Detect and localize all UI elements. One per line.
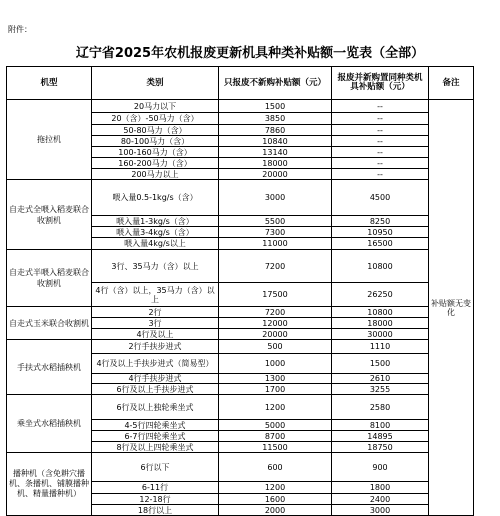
scrap-and-buy-amount-cell: 3000 <box>332 505 429 516</box>
category-cell: 18行以上 <box>92 505 219 516</box>
table-body <box>7 100 474 516</box>
remarks-cell: 补贴额无变化 <box>429 100 474 516</box>
scrap-only-amount-cell: 600 <box>219 453 332 482</box>
scrap-only-amount-cell: 7300 <box>219 227 332 238</box>
scrap-and-buy-amount-cell: -- <box>332 113 429 125</box>
category-cell: 喂入量3-4kg/s（含） <box>92 227 219 238</box>
category-cell: 4行手扶步进式 <box>92 374 219 384</box>
scrap-and-buy-amount-cell: 1800 <box>332 482 429 494</box>
table-header-row <box>7 67 474 100</box>
header-remarks: 备注 <box>429 67 474 100</box>
category-cell: 3行 <box>92 318 219 329</box>
scrap-and-buy-amount-cell: 2580 <box>332 395 429 420</box>
scrap-and-buy-amount-cell: 4500 <box>332 180 429 216</box>
machine-type-cell: 拖拉机 <box>7 100 92 180</box>
machine-type-cell: 自走式玉米联合收割机 <box>7 307 92 340</box>
machine-type-cell: 乘坐式水稻插秧机 <box>7 395 92 453</box>
subsidy-table <box>6 66 474 516</box>
scrap-only-amount-cell: 1700 <box>219 384 332 395</box>
scrap-only-amount-cell: 3000 <box>219 180 332 216</box>
scrap-only-amount-cell: 13140 <box>219 147 332 158</box>
scrap-and-buy-amount-cell: 3255 <box>332 384 429 395</box>
scrap-only-amount-cell: 20000 <box>219 169 332 180</box>
scrap-and-buy-amount-cell: -- <box>332 158 429 169</box>
scrap-and-buy-amount-cell: 10800 <box>332 307 429 318</box>
machine-type-cell: 自走式半喂入稻麦联合收割机 <box>7 250 92 307</box>
table-row <box>7 180 474 216</box>
scrap-only-amount-cell: 8700 <box>219 431 332 442</box>
category-cell: 3行、35马力（含）以上 <box>92 250 219 283</box>
header-category: 类别 <box>92 67 219 100</box>
category-cell: 6-11行 <box>92 482 219 494</box>
scrap-and-buy-amount-cell: 18000 <box>332 318 429 329</box>
table-row <box>7 340 474 354</box>
scrap-only-amount-cell: 7200 <box>219 250 332 283</box>
scrap-and-buy-amount-cell: 2610 <box>332 374 429 384</box>
table-row <box>7 453 474 482</box>
scrap-and-buy-amount-cell: 8250 <box>332 216 429 227</box>
scrap-only-amount-cell: 1300 <box>219 374 332 384</box>
table-row <box>7 307 474 318</box>
header-scrap-only: 只报废不新购补贴额（元） <box>219 67 332 100</box>
table-row <box>7 250 474 283</box>
scrap-only-amount-cell: 1000 <box>219 354 332 374</box>
scrap-only-amount-cell: 11500 <box>219 442 332 453</box>
scrap-and-buy-amount-cell: 1500 <box>332 354 429 374</box>
category-cell: 2行 <box>92 307 219 318</box>
header-scrap-and-buy: 报废并新购置同种类机具补贴额（元） <box>332 67 429 100</box>
scrap-only-amount-cell: 12000 <box>219 318 332 329</box>
scrap-only-amount-cell: 5000 <box>219 420 332 431</box>
scrap-only-amount-cell: 1200 <box>219 482 332 494</box>
category-cell: 4行及以上 <box>92 329 219 340</box>
category-cell: 6行及以上手扶步进式 <box>92 384 219 395</box>
scrap-and-buy-amount-cell: 14895 <box>332 431 429 442</box>
category-cell: 喂入量4kg/s以上 <box>92 238 219 250</box>
machine-type-cell: 播种机（含免耕穴播机、条播机、铺膜播种机、精量播种机） <box>7 453 92 516</box>
scrap-only-amount-cell: 2000 <box>219 505 332 516</box>
category-cell: 20（含）-50马力（含） <box>92 113 219 125</box>
scrap-only-amount-cell: 7200 <box>219 307 332 318</box>
scrap-and-buy-amount-cell: 30000 <box>332 329 429 340</box>
scrap-and-buy-amount-cell: -- <box>332 100 429 113</box>
scrap-and-buy-amount-cell: 8100 <box>332 420 429 431</box>
scrap-and-buy-amount-cell: 10800 <box>332 250 429 283</box>
scrap-only-amount-cell: 20000 <box>219 329 332 340</box>
table-row <box>7 395 474 420</box>
category-cell: 50-80马力（含） <box>92 125 219 136</box>
header-model: 机型 <box>7 67 92 100</box>
category-cell: 80-100马力（含） <box>92 136 219 147</box>
scrap-only-amount-cell: 17500 <box>219 283 332 307</box>
scrap-only-amount-cell: 18000 <box>219 158 332 169</box>
category-cell: 4行及以上手扶步进式（简易型） <box>92 354 219 374</box>
scrap-and-buy-amount-cell: 16500 <box>332 238 429 250</box>
table-row <box>7 100 474 113</box>
scrap-only-amount-cell: 11000 <box>219 238 332 250</box>
scrap-and-buy-amount-cell: -- <box>332 136 429 147</box>
scrap-only-amount-cell: 5500 <box>219 216 332 227</box>
scrap-only-amount-cell: 3850 <box>219 113 332 125</box>
category-cell: 160-200马力（含） <box>92 158 219 169</box>
category-cell: 8行及以上四轮乘坐式 <box>92 442 219 453</box>
category-cell: 2行手扶步进式 <box>92 340 219 354</box>
category-cell: 喂入量0.5-1kg/s（含） <box>92 180 219 216</box>
category-cell: 6行以下 <box>92 453 219 482</box>
category-cell: 喂入量1-3kg/s（含） <box>92 216 219 227</box>
category-cell: 12-18行 <box>92 494 219 505</box>
scrap-and-buy-amount-cell: 10950 <box>332 227 429 238</box>
scrap-and-buy-amount-cell: -- <box>332 169 429 180</box>
attachment-label: 附件： <box>8 25 32 34</box>
scrap-only-amount-cell: 1600 <box>219 494 332 505</box>
machine-type-cell: 自走式全喂入稻麦联合收割机 <box>7 180 92 250</box>
scrap-and-buy-amount-cell: -- <box>332 147 429 158</box>
scrap-and-buy-amount-cell: 900 <box>332 453 429 482</box>
category-cell: 6行及以上独轮乘坐式 <box>92 395 219 420</box>
scrap-only-amount-cell: 1200 <box>219 395 332 420</box>
machine-type-cell: 手扶式水稻插秧机 <box>7 340 92 395</box>
scrap-only-amount-cell: 10840 <box>219 136 332 147</box>
scrap-only-amount-cell: 500 <box>219 340 332 354</box>
scrap-only-amount-cell: 7860 <box>219 125 332 136</box>
category-cell: 4-5行四轮乘坐式 <box>92 420 219 431</box>
scrap-and-buy-amount-cell: -- <box>332 125 429 136</box>
scrap-and-buy-amount-cell: 1110 <box>332 340 429 354</box>
category-cell: 6-7行四轮乘坐式 <box>92 431 219 442</box>
scrap-and-buy-amount-cell: 18750 <box>332 442 429 453</box>
category-cell: 200马力以上 <box>92 169 219 180</box>
category-cell: 100-160马力（含） <box>92 147 219 158</box>
scrap-and-buy-amount-cell: 2400 <box>332 494 429 505</box>
page-title: 辽宁省2025年农机报废更新机具种类补贴额一览表（全部） <box>75 46 425 61</box>
category-cell: 4行（含）以上，35马力（含）以上 <box>92 283 219 307</box>
scrap-and-buy-amount-cell: 26250 <box>332 283 429 307</box>
category-cell: 20马力以下 <box>92 100 219 113</box>
scrap-only-amount-cell: 1500 <box>219 100 332 113</box>
